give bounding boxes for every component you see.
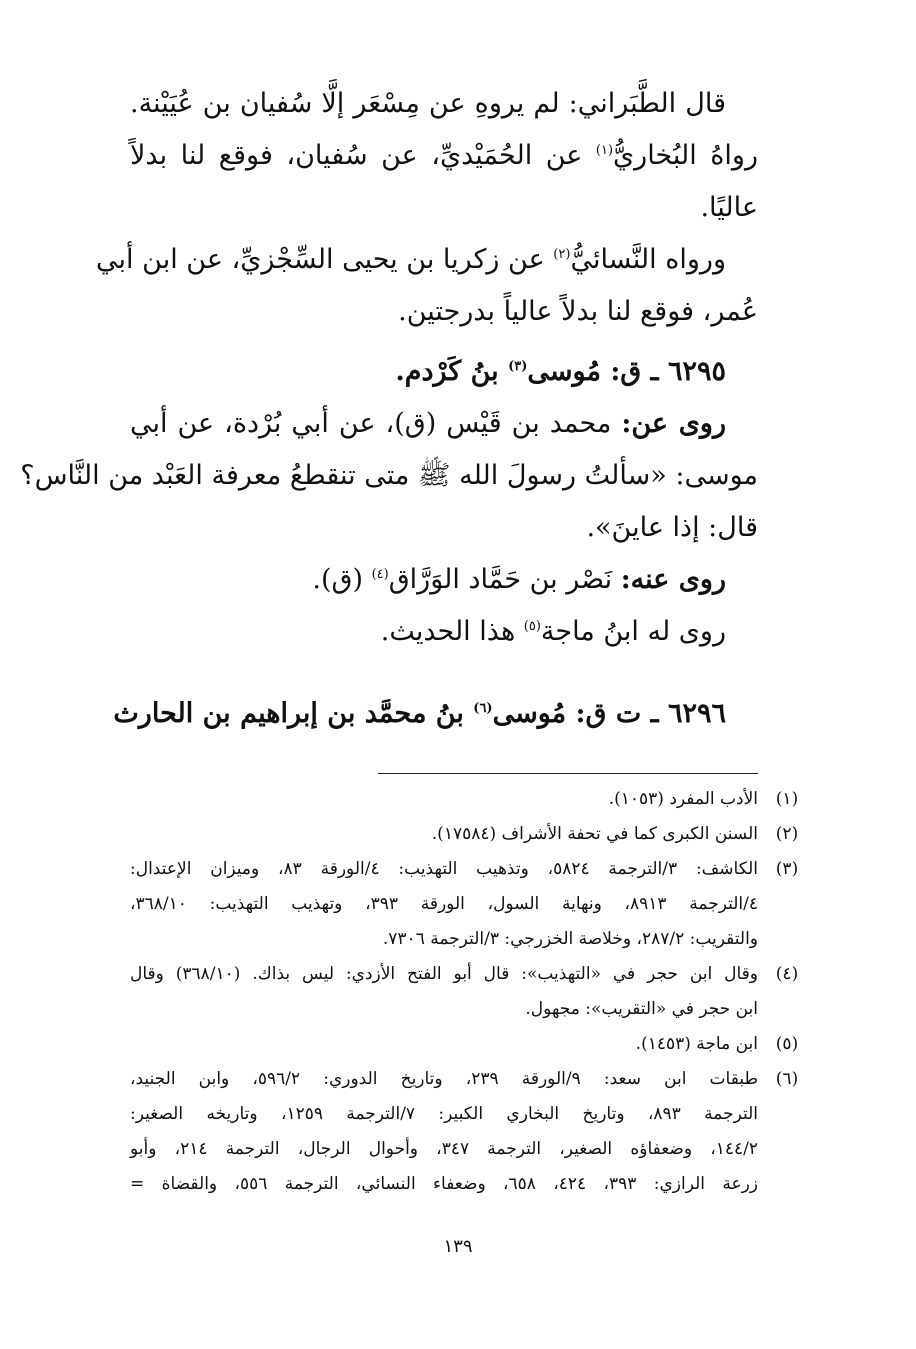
entry-name: بنُ محمَّد بن إبراهيم بن الحارث	[113, 698, 474, 729]
text-line	[130, 130, 758, 182]
entry-number: ٦٢٩٦ ـ ت ق:	[575, 698, 726, 729]
text-run: محمد بن قَيْس (ق)، عن أبي بُرْدة، عن أبي	[130, 408, 622, 439]
text-run: ورواه النَّسائيُّ	[570, 244, 726, 275]
footnote-text	[130, 852, 758, 957]
footnote-line: الترجمة ٨٩٣، وتاريخ البخاري الكبير: ٧/الترجمة ١٢٥٩، وتاريخه الصغير:	[130, 1104, 758, 1124]
entry-name: بنُ كَرْدم.	[395, 356, 509, 387]
footnote-text	[130, 817, 758, 852]
text-run: عن الحُمَيْديِّ، عن سُفيان، فوقع لنا بدلاً	[130, 140, 596, 171]
text-line	[130, 554, 758, 606]
footnote-line: والتقريب: ٢٨٧/٢، وخلاصة الخزرجي: ٣/الترجمة ٧٣٠٦.	[382, 929, 758, 949]
footnote-marker: (٤)	[371, 567, 389, 582]
text-line	[96, 234, 758, 286]
footnote-line: ابن ماجة (١٤٥٣).	[635, 1034, 758, 1054]
footnote-number: (٣)	[775, 859, 799, 879]
text-run: هذا الحديث.	[380, 616, 524, 647]
footnote-text	[130, 1027, 758, 1062]
text-run: (ق).	[312, 564, 372, 595]
text-run: عن زكريا بن يحيى السِّجْزيِّ، عن ابن أبي	[96, 244, 554, 275]
footnotes	[130, 782, 816, 1202]
footnote-number: (١)	[775, 789, 799, 809]
text-line: قال: إذا عاينَ».	[586, 512, 758, 543]
text-run: رواهُ البُخاريُّ	[613, 140, 758, 171]
entry-name: مُوسى	[492, 698, 576, 729]
text-line: عُمر، فوقع لنا بدلاً عالياً بدرجتين.	[398, 296, 758, 327]
entry-heading-6296	[113, 688, 758, 740]
footnote-item	[130, 957, 816, 1027]
footnote-number: (٥)	[775, 1034, 799, 1054]
footnote-text	[130, 1062, 758, 1202]
text-run: نَصْر بن حَمَّاد الوَرَّاق	[388, 564, 621, 595]
footnote-line: الكاشف: ٣/الترجمة ٥٨٢٤، وتذهيب التهذيب: ٤/الورقة ٨٣، وميزان الإعتدال:	[130, 859, 758, 879]
footnote-item	[130, 817, 816, 852]
footnote-line: طبقات ابن سعد: ٩/الورقة ٢٣٩، وتاريخ الدوري: ٥٩٦/٢، وابن الجنيد،	[130, 1069, 758, 1089]
footnote-marker: (٦)	[473, 701, 493, 716]
footnote-line: ١٤٤/٢، وضعفاؤه الصغير، الترجمة ٣٤٧، وأحوال الرجال، الترجمة ٢١٤، وأبو	[130, 1139, 758, 1159]
entry-name: مُوسى	[527, 356, 611, 387]
footnote-number: (٢)	[775, 824, 799, 844]
footnote-item	[130, 852, 816, 957]
footnote-line: ابن حجر في «التقريب»: مجهول.	[525, 999, 758, 1019]
footnote-marker: (١)	[595, 143, 614, 158]
page-number: ١٣٩	[443, 1236, 473, 1257]
text-line	[130, 606, 758, 658]
footnote-line: السنن الكبرى كما في تحفة الأشراف (١٧٥٨٤).	[431, 824, 758, 844]
footnote-line: ٤/الترجمة ٨٩١٣، ونهاية السول، الورقة ٣٩٣، وتهذيب التهذيب: ٣٦٨/١٠،	[130, 894, 758, 914]
footnote-line: زرعة الرازي: ٣٩٣، ٤٢٤، ٦٥٨، وضعفاء النسائي، الترجمة ٥٥٦، والقضاة =	[130, 1174, 759, 1194]
footnote-item	[130, 1062, 816, 1202]
footnote-item	[130, 782, 816, 817]
rawa-an-label: روى عن:	[621, 408, 726, 439]
footnote-marker: (٣)	[508, 359, 528, 374]
footnote-text	[130, 957, 758, 1027]
footnote-separator	[378, 773, 758, 774]
footnote-line: وقال ابن حجر في «التهذيب»: قال أبو الفتح الأزدي: ليس بذاك. (٣٦٨/١٠) وقال	[130, 964, 759, 984]
text-run: روى له ابنُ ماجة	[540, 616, 726, 647]
text-line: موسى: «سألتُ رسولَ الله ﷺ متى تنقطعُ معرفة العَبْد من النَّاس؟	[20, 460, 758, 491]
text-line: عاليًا.	[700, 192, 758, 223]
entry-number: ٦٢٩٥ ـ ق:	[610, 356, 726, 387]
main-text	[20, 78, 758, 740]
entry-heading-6295	[130, 346, 758, 398]
text-line: قال الطَّبَراني: لم يروهِ عن مِسْعَر إلَّا سُفيان بن عُيَيْنة.	[130, 88, 726, 119]
text-line	[130, 398, 758, 450]
footnote-number: (٤)	[775, 964, 799, 984]
rawa-anhu-label: روى عنه:	[620, 564, 726, 595]
footnote-line: الأدب المفرد (١٠٥٣).	[608, 789, 758, 809]
footnote-marker: (٥)	[523, 619, 541, 634]
footnote-number: (٦)	[775, 1069, 799, 1089]
footnote-item	[130, 1027, 816, 1062]
footnote-marker: (٢)	[553, 247, 571, 262]
footnote-text	[130, 782, 758, 817]
